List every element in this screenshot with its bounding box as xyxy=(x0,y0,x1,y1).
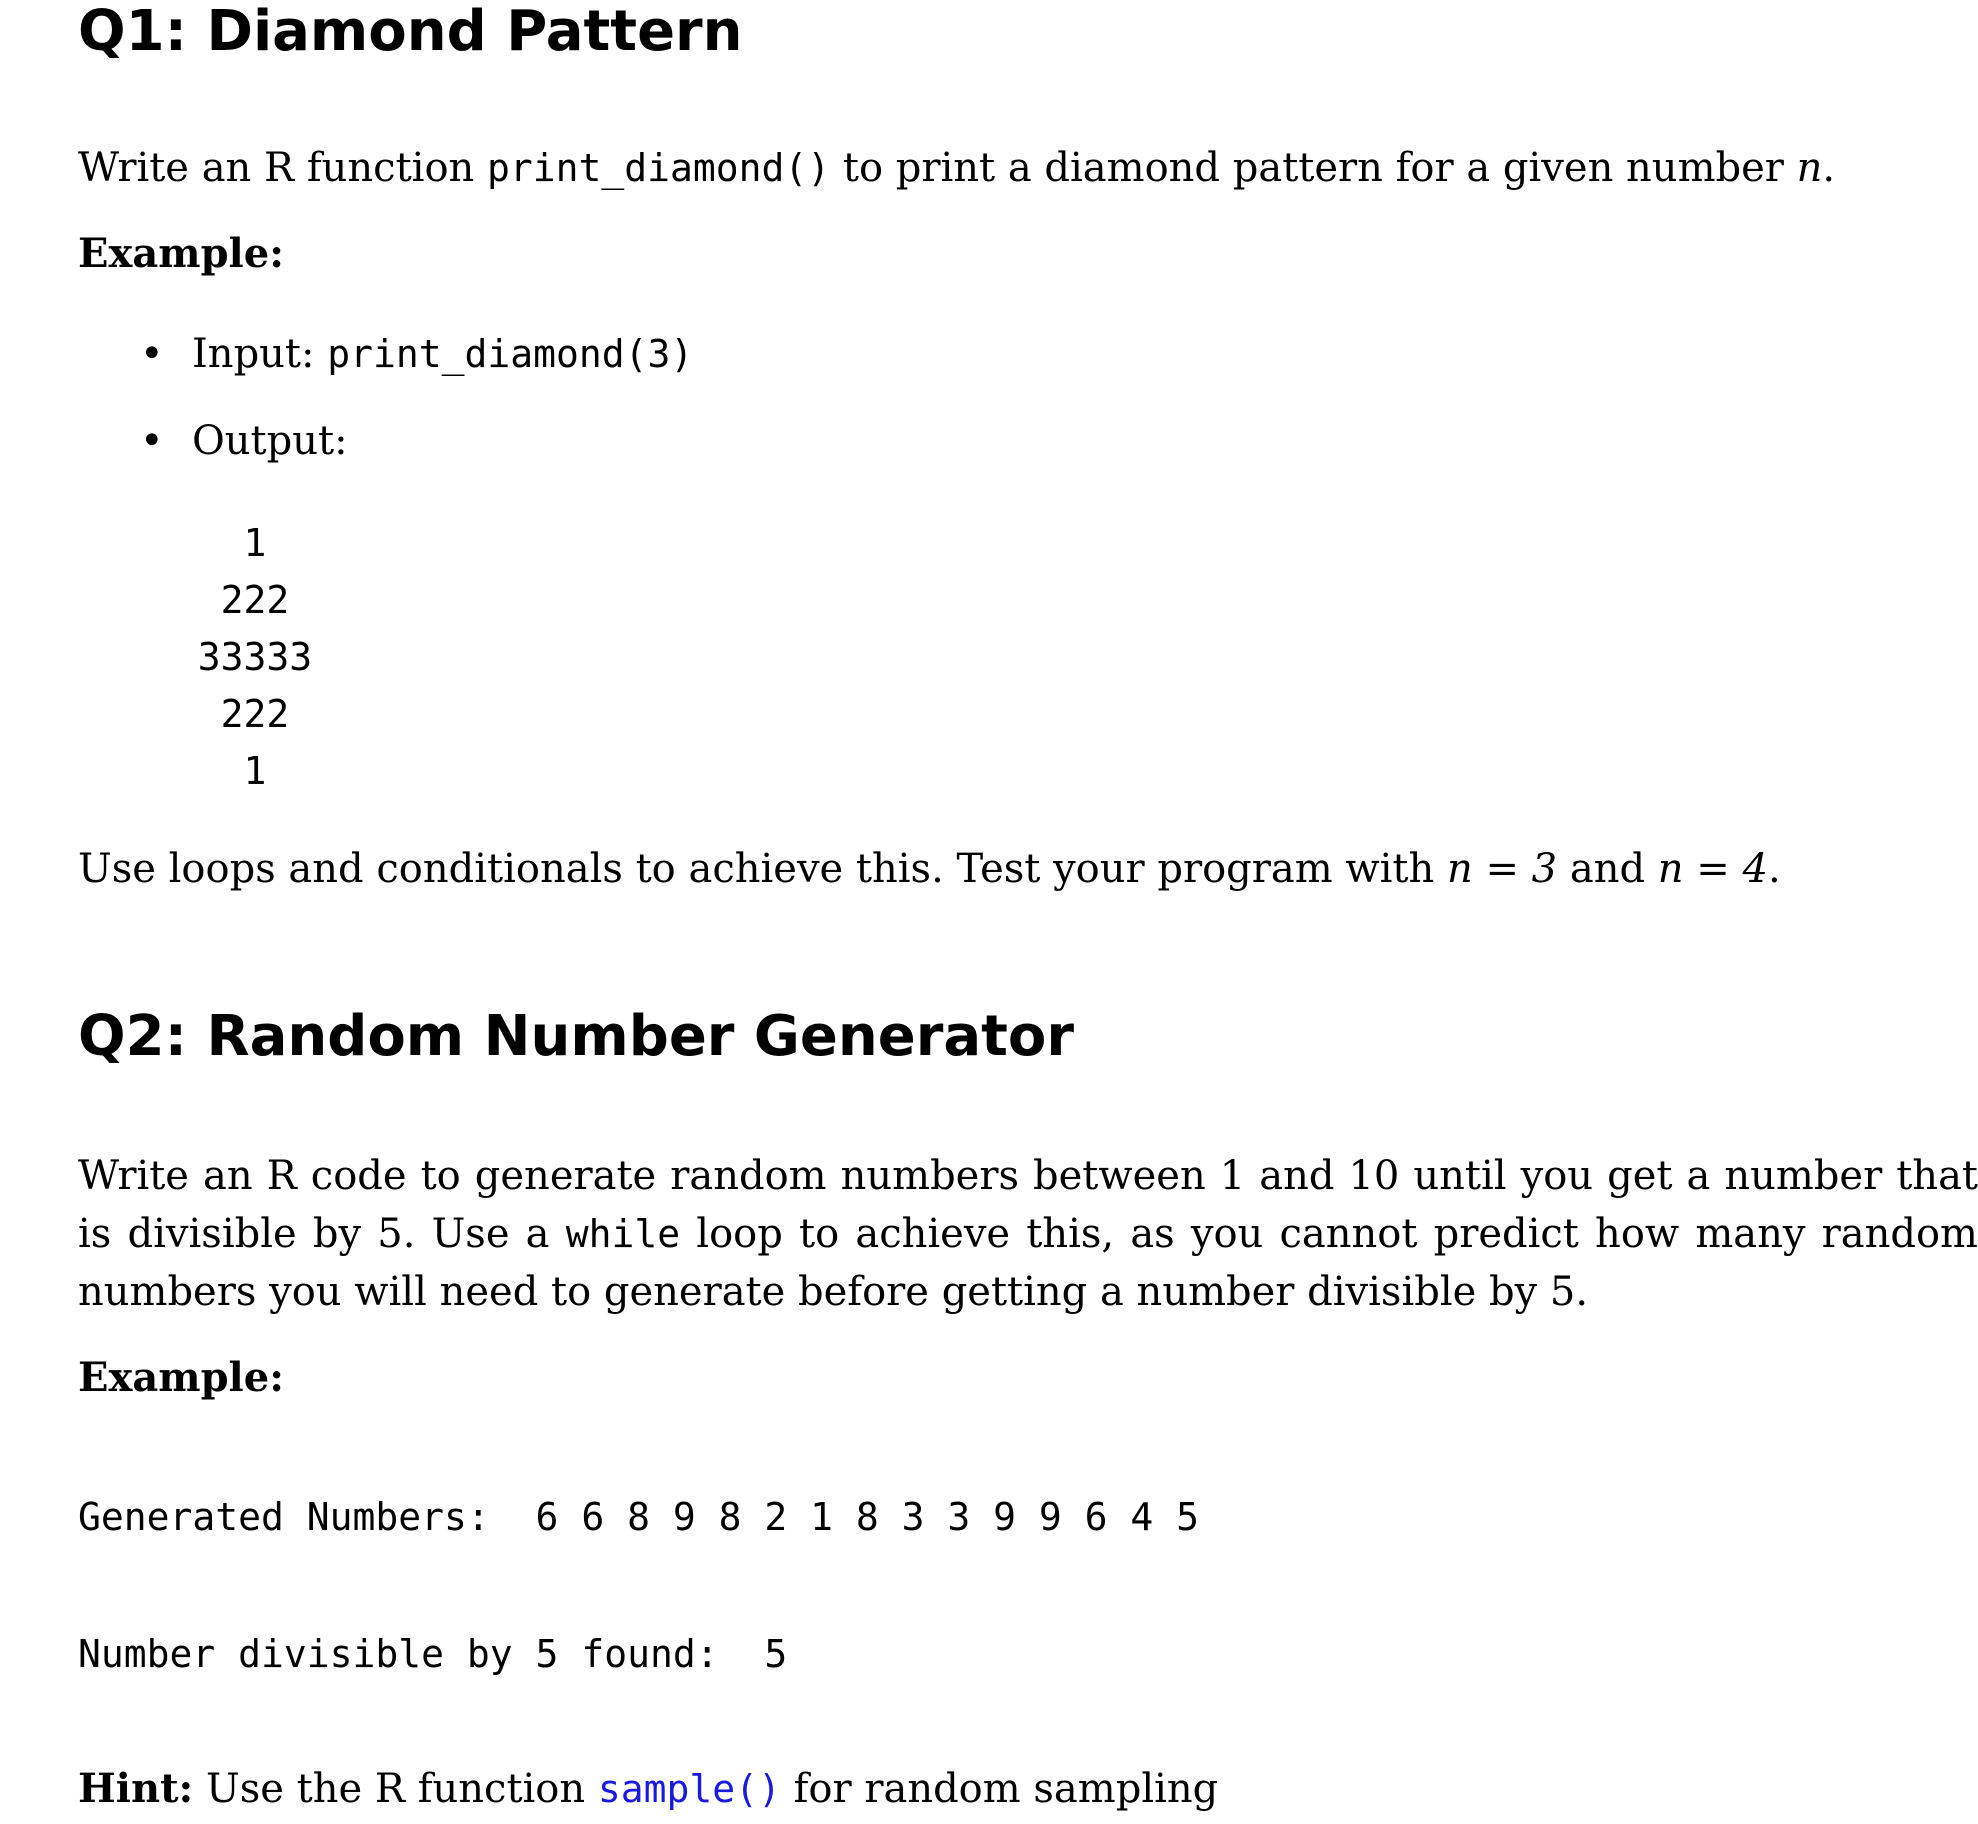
q2-found-line: Number divisible by 5 found: 5 xyxy=(78,1632,788,1676)
q1-example-label: Example: xyxy=(78,230,284,277)
q2-hint-code: sample() xyxy=(597,1767,781,1811)
q2-generated-numbers: Generated Numbers: 6 6 8 9 8 2 1 8 3 3 9 9 6 4 5 xyxy=(78,1495,1200,1539)
q2-heading: Q2: Random Number Generator xyxy=(78,1004,1074,1069)
q1-intro xyxy=(78,139,1835,197)
q1-closing-pre: Use loops and conditionals to achieve this. Test your program with xyxy=(78,846,1447,892)
q1-closing-and: and xyxy=(1557,846,1658,892)
q1-input-code: print_diamond(3) xyxy=(327,332,694,376)
q1-intro-code: print_diamond() xyxy=(487,146,831,190)
q1-closing-eq1: n = 3 xyxy=(1446,846,1558,892)
q2-para-code: while xyxy=(565,1212,681,1256)
q2-para-post: loop to achieve this, as you cannot predict how many random numbers you will need to generate before getting a number divisible by 5. xyxy=(78,1211,1978,1315)
diamond-line: 1 xyxy=(243,521,267,565)
q2-hint-pre: Use the R function xyxy=(193,1766,598,1812)
q1-closing xyxy=(78,840,1781,898)
q2-hint-label: Hint: xyxy=(78,1765,194,1812)
diamond-line: 222 xyxy=(220,578,290,622)
q1-intro-var: n xyxy=(1796,145,1823,191)
q1-output-label: Output: xyxy=(192,418,348,464)
q1-diamond-output xyxy=(190,515,320,800)
q1-intro-end: . xyxy=(1822,145,1836,191)
q1-closing-end: . xyxy=(1767,846,1781,892)
diamond-line: 222 xyxy=(220,692,290,736)
q1-input-bullet xyxy=(140,325,693,383)
q1-output-bullet xyxy=(140,412,348,470)
q1-heading: Q1: Diamond Pattern xyxy=(78,0,743,64)
q2-para-pre: Write an R code to generate random numbers between 1 and 10 until you get a number that is divisible by 5. Use a xyxy=(78,1153,1978,1257)
q2-example-label: Example: xyxy=(78,1354,284,1401)
q1-intro-pre: Write an R function xyxy=(78,145,488,191)
q1-intro-mid: to print a diamond pattern for a given number xyxy=(830,145,1797,191)
q1-input-label: Input: xyxy=(192,331,328,377)
q2-hint xyxy=(78,1760,1218,1818)
bullet-dot: • xyxy=(140,418,164,464)
q1-closing-eq2: n = 4 xyxy=(1657,846,1768,892)
q2-paragraph xyxy=(78,1147,1978,1321)
bullet-dot: • xyxy=(140,331,164,377)
diamond-line: 33333 xyxy=(197,635,313,679)
diamond-line: 1 xyxy=(243,749,267,793)
q2-hint-post: for random sampling xyxy=(780,1766,1219,1812)
